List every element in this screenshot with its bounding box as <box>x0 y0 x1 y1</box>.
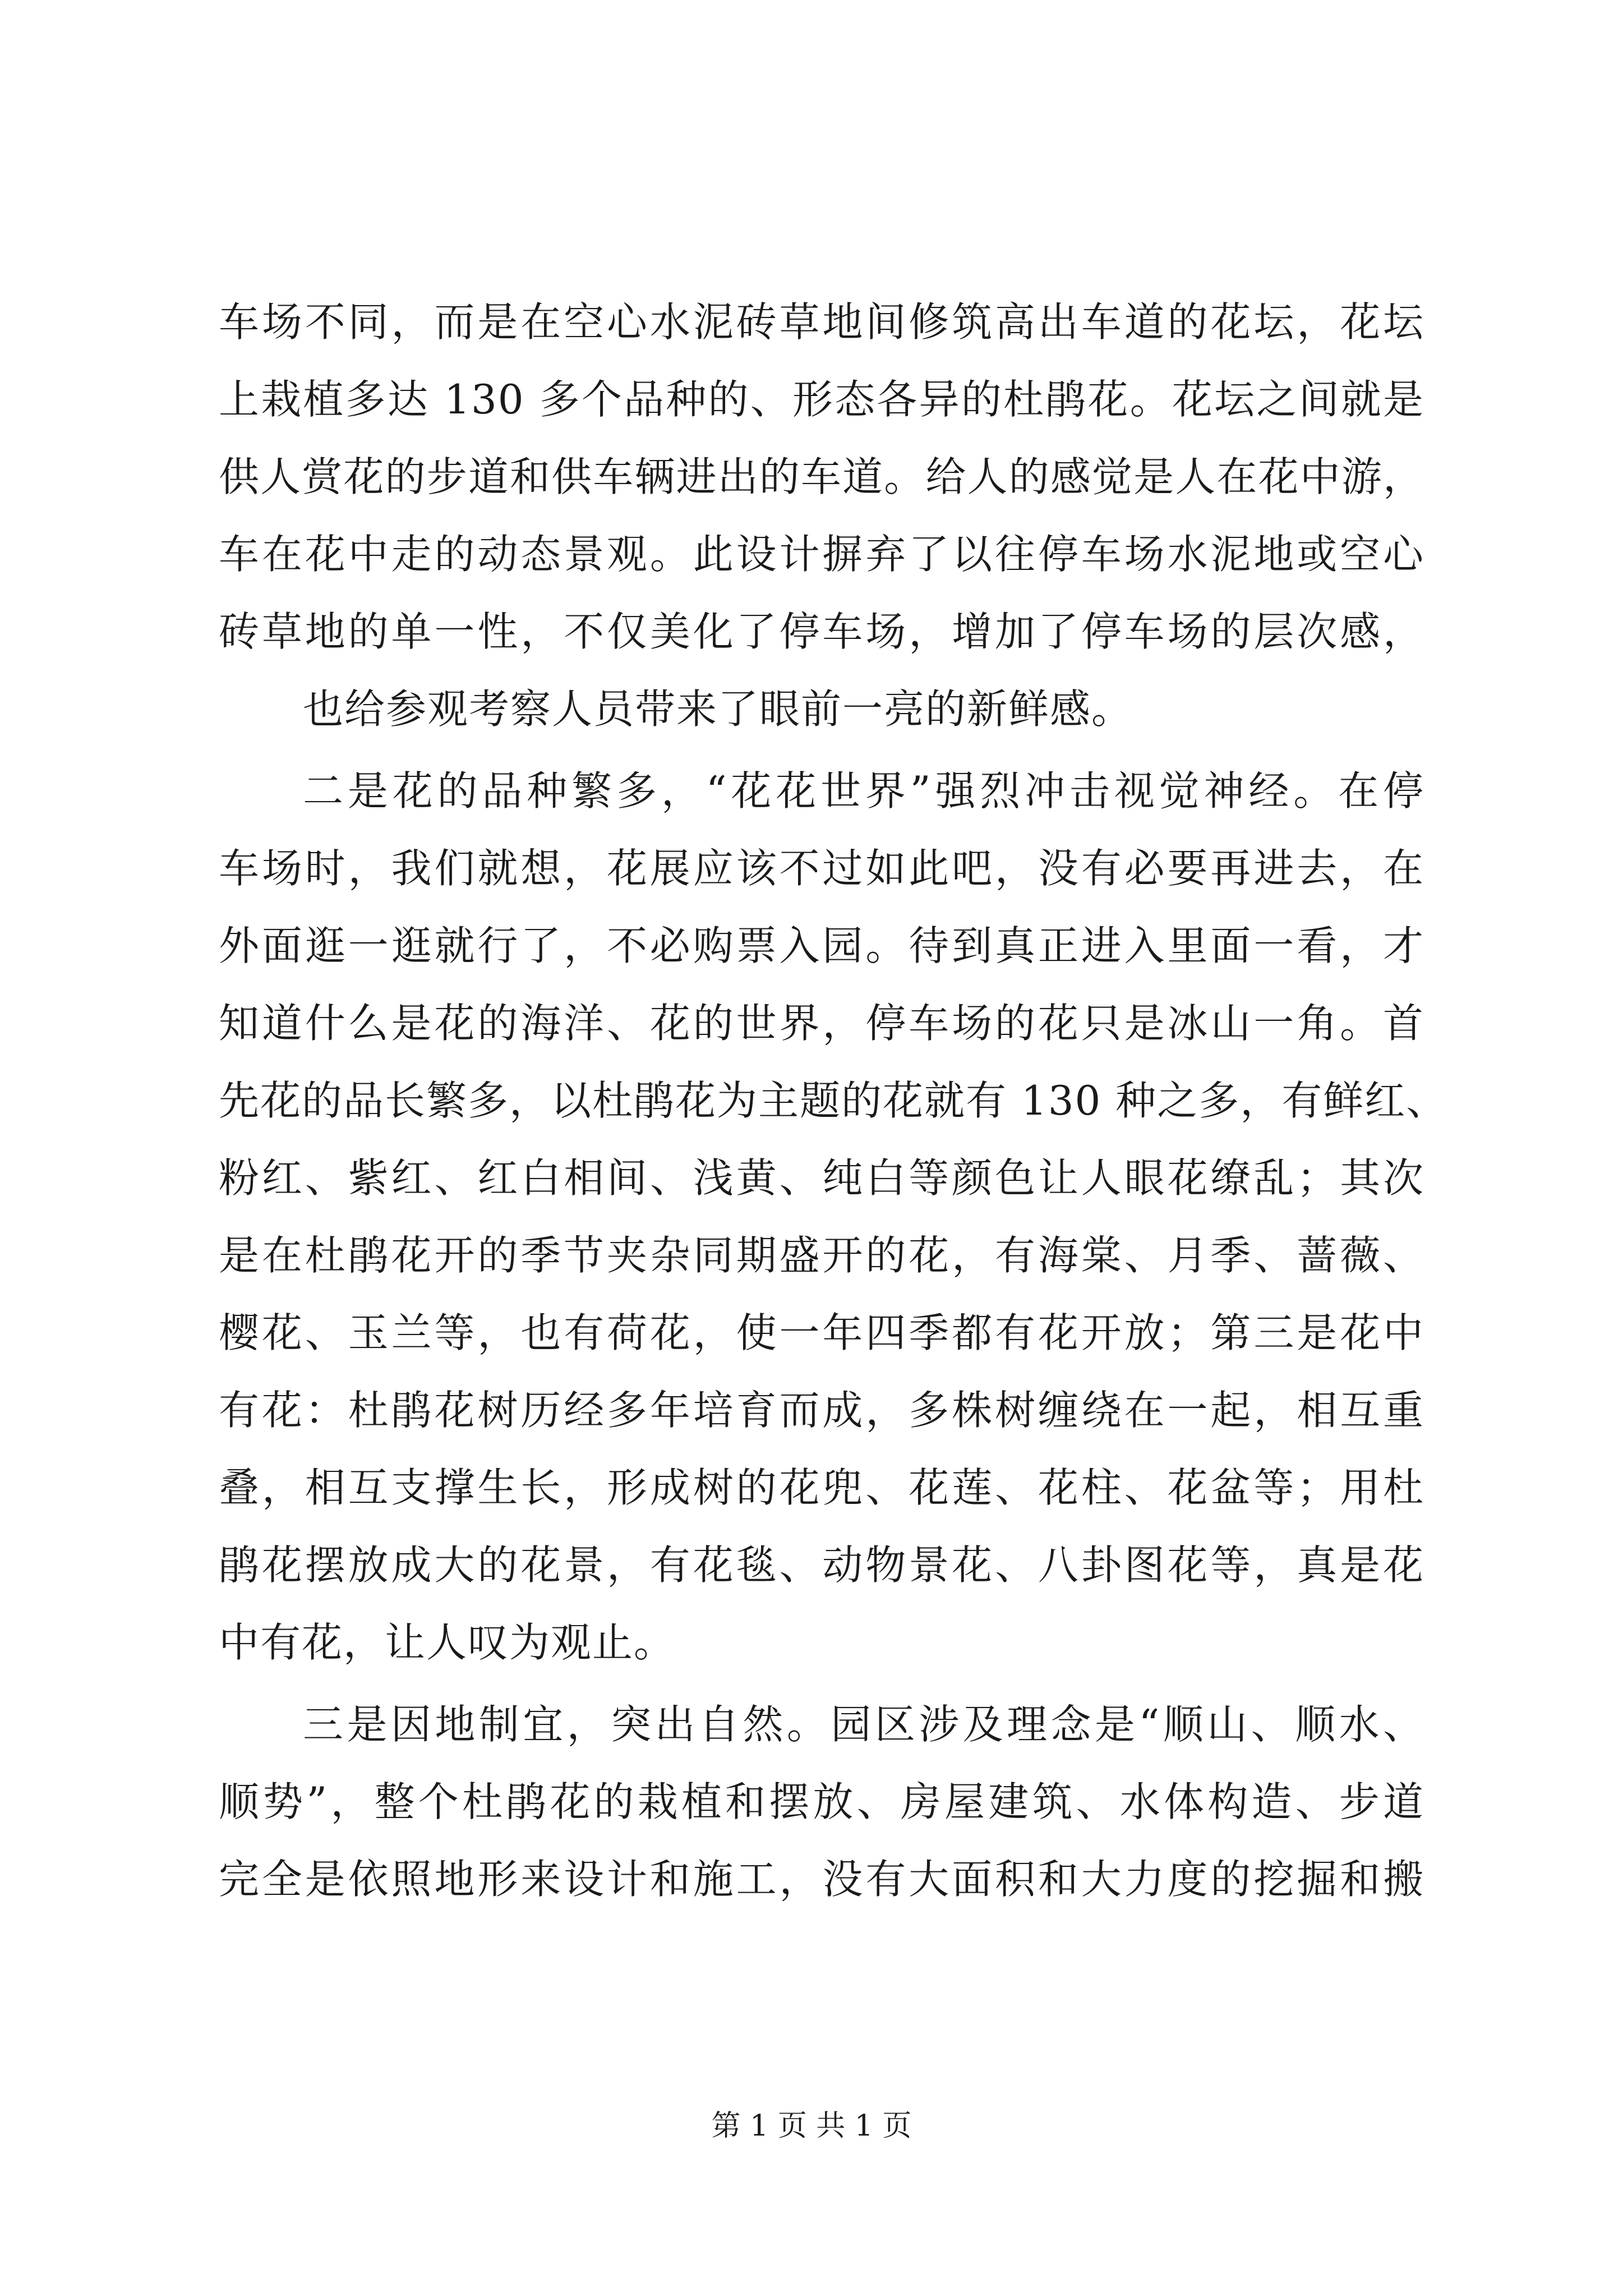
text-line: 二是花的品种繁多，“花花世界”强烈冲击视觉神经。在停 <box>303 767 1424 815</box>
text-line: 车场时，我们就想，花展应该不过如此吧，没有必要再进去，在 <box>219 845 1424 892</box>
text-line: 是在杜鹃花开的季节夹杂同期盛开的花，有海棠、月季、蔷薇、 <box>219 1232 1424 1279</box>
document-body <box>219 283 1448 1918</box>
text-line: 中有花，让人叹为观止。 <box>219 1619 676 1666</box>
page-number-label: 第 1 页 共 1 页 <box>711 2109 912 2143</box>
page-footer <box>0 2104 1623 2148</box>
text-line: 车场不同，而是在空心水泥砖草地间修筑高出车道的花坛，花坛 <box>219 298 1424 346</box>
text-line: 三是因地制宜，突出自然。园区涉及理念是“顺山、顺水、 <box>303 1701 1424 1748</box>
text-line: 完全是依照地形来设计和施工，没有大面积和大力度的挖掘和搬 <box>219 1856 1424 1903</box>
text-line: 车在花中走的动态景观。此设计摒弃了以往停车场水泥地或空心 <box>219 531 1424 578</box>
text-line: 粉红、紫红、红白相间、浅黄、纯白等颜色让人眼花缭乱；其次 <box>219 1154 1424 1202</box>
text-line: 供人赏花的步道和供车辆进出的车道。给人的感觉是人在花中游， <box>219 453 1424 500</box>
text-line: 有花：杜鹃花树历经多年培育而成，多株树缠绕在一起，相互重 <box>219 1387 1424 1434</box>
text-line: 上栽植多达 130 多个品种的、形态各异的杜鹃花。花坛之间就是 <box>219 376 1424 423</box>
text-line: 先花的品长繁多，以杜鹃花为主题的花就有 130 种之多，有鲜红、 <box>219 1077 1448 1124</box>
text-line: 砖草地的单一性，不仅美化了停车场，增加了停车场的层次感， <box>219 608 1424 655</box>
text-line: 樱花、玉兰等，也有荷花，使一年四季都有花开放；第三是花中 <box>219 1309 1424 1356</box>
text-line: 也给参观考察人员带来了眼前一亮的新鲜感。 <box>303 685 1133 733</box>
text-line: 叠，相互支撑生长，形成树的花兜、花莲、花柱、花盆等；用杜 <box>219 1464 1424 1511</box>
text-line: 鹃花摆放成大的花景，有花毯、动物景花、八卦图花等，真是花 <box>219 1542 1424 1589</box>
text-line: 知道什么是花的海洋、花的世界，停车场的花只是冰山一角。首 <box>219 1000 1424 1047</box>
text-line: 顺势”，整个杜鹃花的栽植和摆放、房屋建筑、水体构造、步道 <box>219 1778 1424 1825</box>
text-line: 外面逛一逛就行了，不必购票入园。待到真正进入里面一看，才 <box>219 922 1424 969</box>
